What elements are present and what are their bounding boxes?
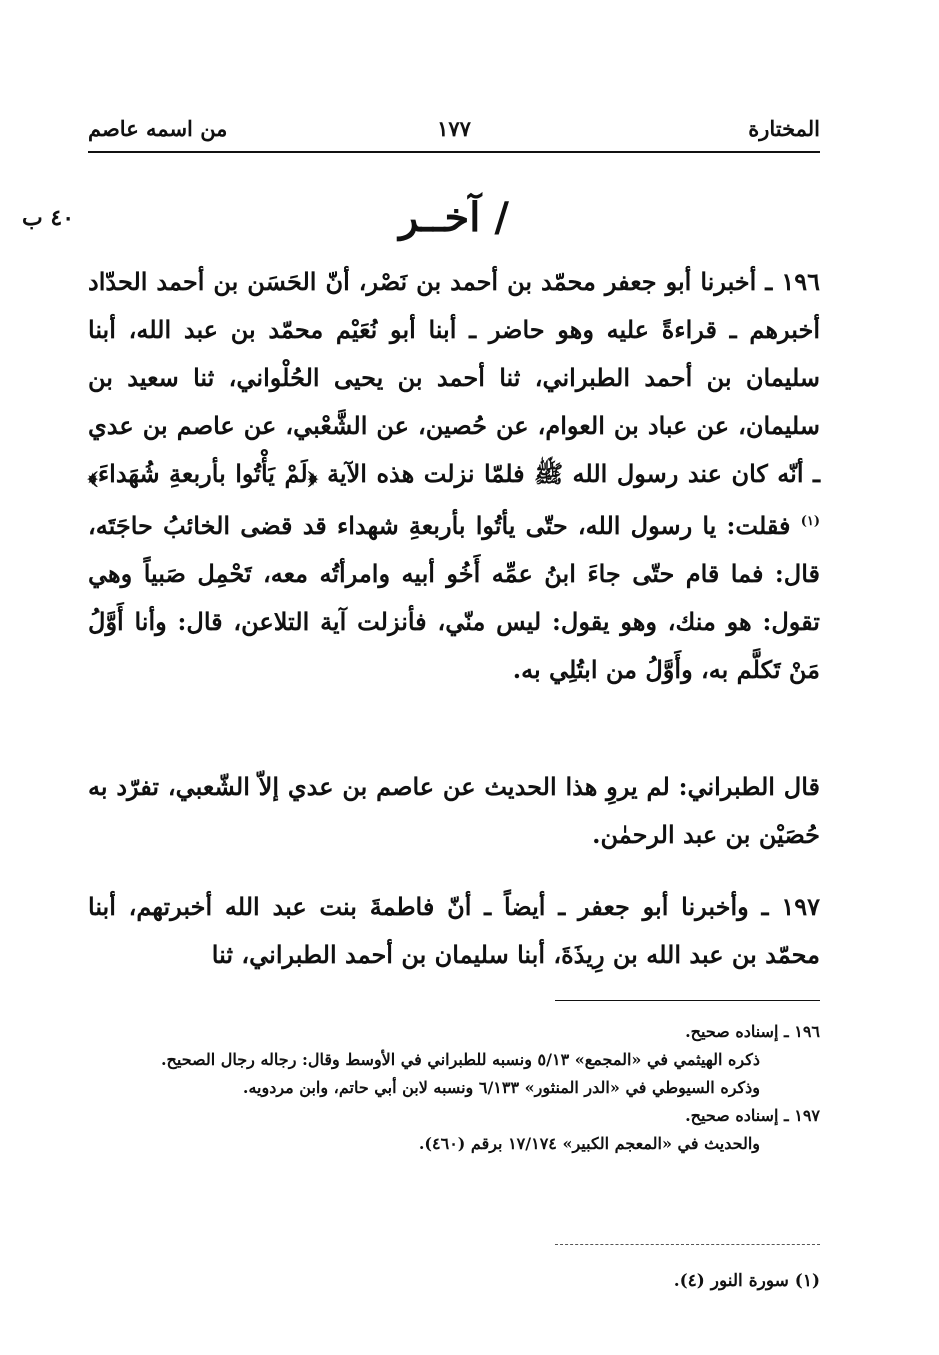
hadith-number: ١٩٧ bbox=[781, 892, 820, 921]
margin-folio-note: ٤٠ ب bbox=[22, 205, 75, 231]
hadith-text-continued: فقلت: يا رسول الله، حتّى يأتُوا بأربعةِ شهداء قد قضى الخائبُ حاجَتَه، قال: فما قام حتّى جاءَ ابنُ عمِّه أَخُو أبيه وامرأتُه معه، تَحْمِل صَبياً وهي تقول: هو منك، وهو يقول: ليس منّي، فأنزلت آية التلاعن، قال: وأنا أَوَّلُ مَنْ تَكلَّم به، وأَوَّلُ من ابتُلِي به. bbox=[88, 511, 821, 684]
hadith-197 bbox=[88, 883, 820, 979]
section-name: من اسمه عاصم bbox=[88, 116, 228, 141]
hadith-number: ١٩٦ bbox=[781, 267, 820, 296]
footnote-197-line-1: والحديث في «المعجم الكبير» ١٧/١٧٤ برقم (٤٦٠). bbox=[418, 1134, 760, 1153]
book-title: المختارة bbox=[748, 116, 820, 141]
footnote-197-head: ١٩٧ ـ إسناده صحيح. bbox=[685, 1106, 820, 1125]
footnote-rule bbox=[555, 1000, 820, 1001]
hadith-196 bbox=[88, 258, 820, 694]
page-number: ١٧٧ bbox=[437, 116, 471, 141]
section-title: / آخــر bbox=[399, 194, 509, 241]
footnote-reference: (١) bbox=[800, 514, 820, 529]
running-header bbox=[88, 116, 820, 150]
footnote-dashed-rule bbox=[555, 1244, 820, 1245]
hadith-text: ـ أخبرنا أبو جعفر محمّد بن أحمد بن نَصْر، أنّ الحَسَن بن أحمد الحدّاد أخبرهم ـ قراءةً عليه وهو حاضر ـ أبنا أبو نُعَيْم محمّد بن عبد الله، أبنا سليمان بن أحمد الطبراني، ثنا أحمد بن يحيى الحُلْواني، ثنا سعيد بن سليمان، عن عباد بن العوام، عن حُصين، عن الشَّعْبي، عن عاصم بن عدي ـ أنّه كان عند رسول الله ﷺ فلمّا نزلت هذه الآية ﴿لَمْ يَأْتُوا بأربعةِ شُهَداءَ﴾ bbox=[88, 267, 820, 488]
hadith-text: ـ وأخبرنا أبو جعفر ـ أيضاً ـ أنّ فاطمةَ بنت عبد الله أخبرتهم، أبنا محمّد بن عبد الله بن رِيذَةَ، أبنا سليمان بن أحمد الطبراني، ثنا bbox=[88, 892, 820, 969]
footnote-196-line-1: ذكره الهيثمي في «المجمع» ٥/١٣ ونسبه للطبراني في الأوسط وقال: رجاله رجال الصحيح. bbox=[160, 1050, 760, 1069]
footnote-196-head: ١٩٦ ـ إسناده صحيح. bbox=[685, 1022, 820, 1041]
footnotes bbox=[88, 1018, 820, 1158]
tabarani-comment: قال الطبراني: لم يروِ هذا الحديث عن عاصم بن عدي إلاّ الشّعبي، تفرّد به حُصَيْن بن عبد الرحمٰن. bbox=[88, 772, 820, 849]
header-rule bbox=[88, 151, 820, 153]
footnote-196-line-2: وذكره السيوطي في «الدر المنثور» ٦/١٣٣ ونسبه لابن أبي حاتم، وابن مردويه. bbox=[242, 1078, 760, 1097]
editor-footnote-1: (١) سورة النور (٤). bbox=[673, 1271, 820, 1291]
